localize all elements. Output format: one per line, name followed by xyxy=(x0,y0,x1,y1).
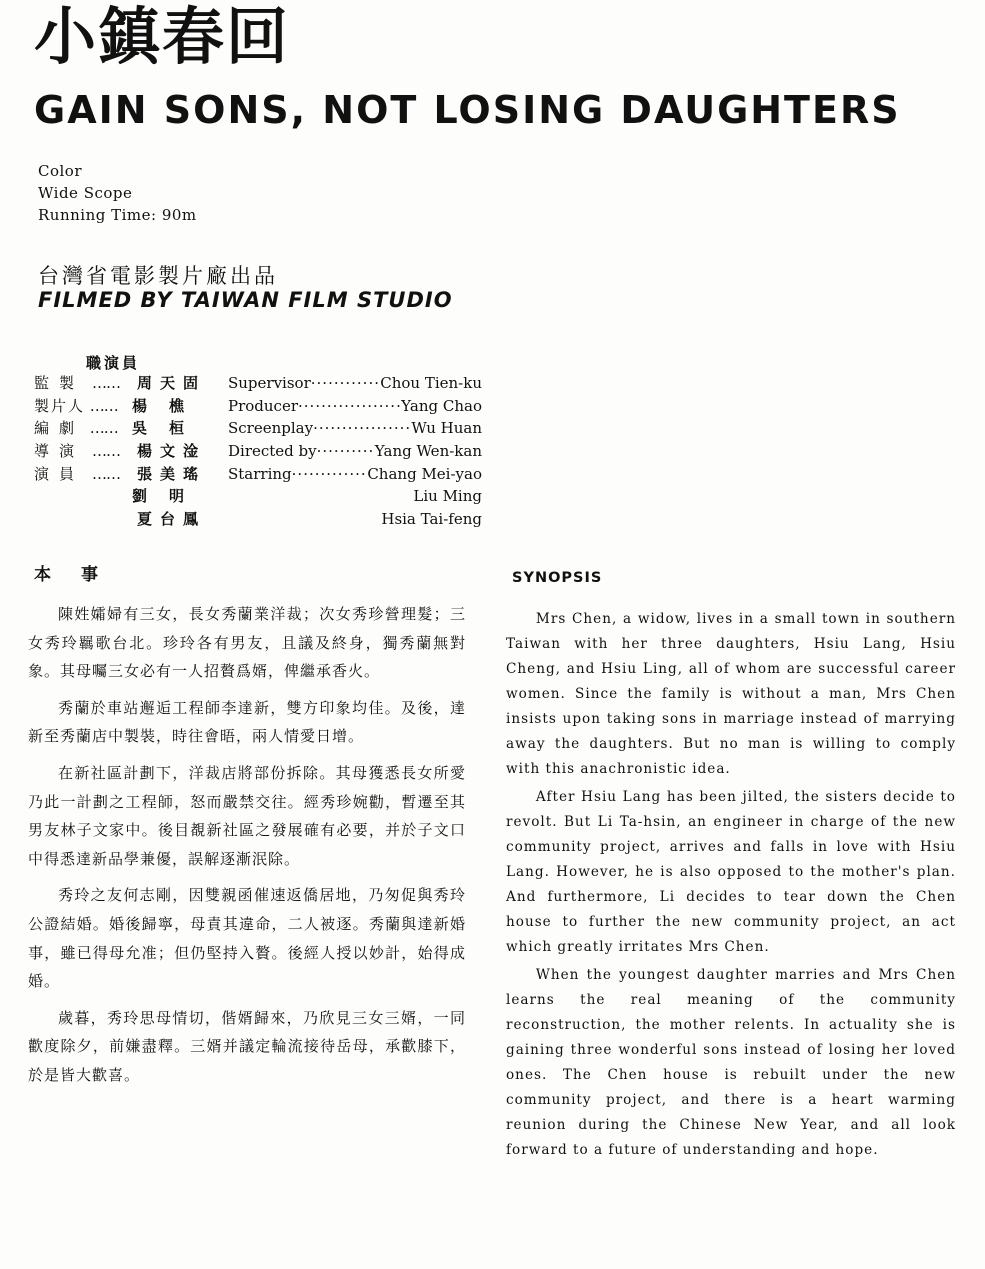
synopsis-paragraph-zh: 在新社區計劃下，洋裁店將部份拆除。其母獲悉長女所愛乃此一計劃之工程師，怒而嚴禁交往。經秀珍婉勸，暫遷至其男友林子文家中。後目覩新社區之發展確有必要，并於子文口中得悉達新品學兼優，誤解逐漸泯除。 xyxy=(28,763,466,868)
credit-leader xyxy=(311,372,380,395)
credit-name-zh: 劉明 xyxy=(131,487,206,506)
credit-leader xyxy=(317,440,375,463)
credit-row-en xyxy=(228,440,482,463)
synopsis-paragraph-zh: 秀玲之友何志剛，因雙親函催速返僑居地，乃匆促與秀玲公證結婚。婚後歸寧，母責其違命，二人被逐。秀蘭與達新婚事，雖已得母允准；但仍堅持入贅。後經人授以妙計，始得成婚。 xyxy=(28,886,466,991)
credit-leader xyxy=(313,417,411,440)
credit-name-zh: 周天固 xyxy=(136,374,206,392)
credit-leader: …… xyxy=(92,464,120,483)
credit-role-zh: 製片人 xyxy=(34,396,86,415)
credit-leader xyxy=(298,395,401,418)
credit-row-en xyxy=(228,395,482,418)
synopsis-paragraph-en: Mrs Chen, a widow, lives in a small town in southern Taiwan with her three daughters, Hsiu Lang, Hsiu Cheng, and Hsiu Ling, all of whom are successful career women. Since the family is without a man, Mrs Chen insists upon taking sons in marriage instead of marrying away the daughters. But no man is willing to comply with this anachronistic idea. xyxy=(506,611,956,777)
credit-role-zh: 編劇 xyxy=(34,419,85,438)
credit-leader xyxy=(292,463,368,486)
credit-name-en: Yang Wen-kan xyxy=(374,442,482,461)
credits-chinese xyxy=(34,372,206,531)
credit-name-en: Yang Chao xyxy=(401,396,482,415)
synopsis-paragraph-zh: 秀蘭於車站邂逅工程師李達新，雙方印象均佳。及後，達新至秀蘭店中製裝，時往會晤，兩人情愛日增。 xyxy=(28,698,466,746)
credit-row-en xyxy=(228,485,482,508)
synopsis-english xyxy=(506,607,956,1166)
credit-name-en: Chou Tien-ku xyxy=(380,374,482,392)
credit-role-zh xyxy=(34,485,90,508)
credit-leader: …… xyxy=(92,374,120,392)
format-color: Color xyxy=(38,162,83,180)
credit-role-en: Screenplay xyxy=(228,419,314,438)
credit-name-en: Hsia Tai-feng xyxy=(381,510,482,529)
credit-role-zh: 演員 xyxy=(34,464,85,483)
studio-chinese: 台灣省電影製片廠出品 xyxy=(38,264,278,288)
synopsis-english-heading: SYNOPSIS xyxy=(512,570,603,586)
credit-role-zh: 監製 xyxy=(34,374,85,392)
credit-row-zh xyxy=(34,485,206,508)
synopsis-paragraph-en: When the youngest daughter marries and Mrs Chen learns the real meaning of the community reconstruction, the mother relents. In actuality she is gaining three wonderful sons instead of losing her loved ones. The Chen house is rebuilt under the new community project, and there is a heart warming reunion during the Chinese New Year, and all look forward to a future of understanding and hope. xyxy=(506,967,956,1158)
format-scope: Wide Scope xyxy=(38,184,133,202)
synopsis-paragraph-zh: 陳姓孀婦有三女，長女秀蘭業洋裁；次女秀珍營理髮；三女秀玲羈歌台北。珍玲各有男友，且議及終身，獨秀蘭無對象。其母囑三女必有一人招贅爲婿，俾繼承香火。 xyxy=(28,605,466,681)
credit-name-en: Wu Huan xyxy=(411,419,482,438)
credit-role-zh xyxy=(34,508,92,531)
synopsis-paragraph-en: After Hsiu Lang has been jilted, the sisters decide to revolt. But Li Ta-hsin, an engineer in charge of the new community project, arrives and falls in love with Hsiu Lang. However, he is also opposed to the mother's plan. And furthermore, Li decides to tear down the Chen house to further the new community project, an act which greatly irritates Mrs Chen. xyxy=(506,789,956,955)
credit-role-en: Producer xyxy=(228,396,299,415)
credit-role-en: Supervisor xyxy=(228,374,311,392)
credit-name-en: Chang Mei-yao xyxy=(367,464,482,483)
credit-row-zh xyxy=(34,395,206,418)
credit-name-zh: 楊樵 xyxy=(131,396,206,415)
credit-leader xyxy=(92,508,136,531)
studio-english: FILMED BY TAIWAN FILM STUDIO xyxy=(38,288,453,312)
format-info xyxy=(38,160,197,226)
title-english: GAIN SONS, NOT LOSING DAUGHTERS xyxy=(34,88,901,132)
credit-name-zh: 夏台鳳 xyxy=(136,510,206,529)
credit-leader: …… xyxy=(89,396,118,415)
credit-name-zh: 吳桓 xyxy=(131,419,206,438)
credit-name-zh: 張美瑤 xyxy=(136,464,206,483)
title-chinese: 小鎮春回 xyxy=(34,0,291,73)
synopsis-chinese xyxy=(28,600,466,1098)
credit-role-zh: 導演 xyxy=(34,442,85,461)
credit-row-zh xyxy=(34,508,206,531)
credit-row-en xyxy=(228,417,482,440)
synopsis-chinese-heading: 本事 xyxy=(34,565,128,585)
credit-leader: …… xyxy=(89,419,118,438)
synopsis-paragraph-zh: 歲暮，秀玲思母情切，偕婿歸來，乃欣見三女三婿，一同歡度除夕，前嫌盡釋。三婿并議定輪流接待岳母，承歡膝下，於是皆大歡喜。 xyxy=(28,1008,466,1084)
credit-role-en: Directed by xyxy=(228,442,317,461)
credit-leader xyxy=(90,485,132,508)
credit-role-en: Starring xyxy=(228,464,292,483)
credit-name-en: Liu Ming xyxy=(413,487,482,506)
credit-name-zh: 楊文淦 xyxy=(136,442,206,461)
credit-row-zh xyxy=(34,372,206,395)
credits-english xyxy=(228,372,482,531)
credit-row-en xyxy=(228,508,482,531)
format-running-time: Running Time: 90m xyxy=(38,206,197,224)
credit-row-zh xyxy=(34,463,206,486)
credit-row-zh xyxy=(34,440,206,463)
credit-row-en xyxy=(228,463,482,486)
credit-row-zh xyxy=(34,417,206,440)
credit-row-en xyxy=(228,372,482,395)
credit-leader: …… xyxy=(92,442,120,461)
credits-chinese-header: 職演員 xyxy=(86,354,141,372)
